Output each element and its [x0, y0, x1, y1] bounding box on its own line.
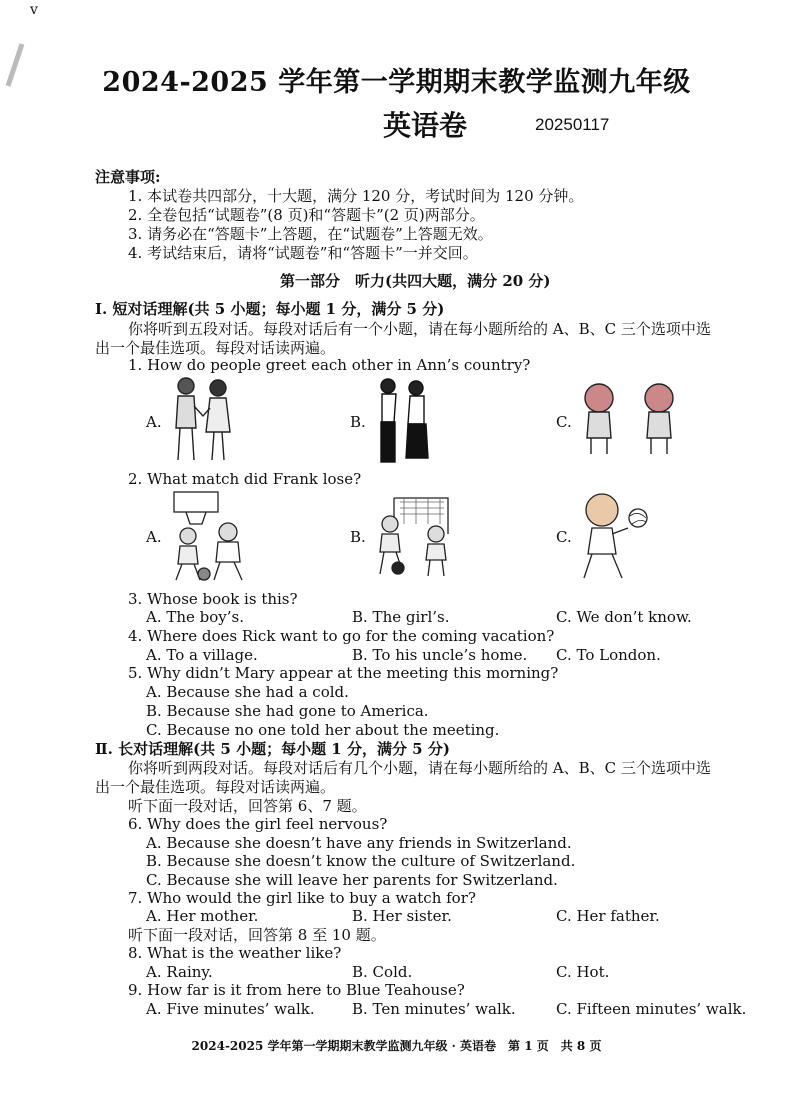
note-item: 3. 请务必在“答题卡”上答题，在“试题卷”上答题无效。: [128, 225, 493, 243]
q9-option-c: C. Fifteen minutes’ walk.: [556, 1000, 747, 1018]
listen-instruction: 听下面一段对话，回答第 6、7 题。: [128, 797, 367, 815]
question-7: 7. Who would the girl like to buy a watch for?: [128, 889, 476, 907]
q5-option-b: B. Because she had gone to America.: [146, 702, 429, 720]
q2-option-a-label: A.: [146, 528, 162, 546]
exam-code: 20250117: [535, 115, 610, 134]
section1-instruction: 出一个最佳选项。每段对话读两遍。: [95, 339, 336, 357]
q8-option-b: B. Cold.: [352, 963, 413, 981]
volleyball-picture: [578, 488, 650, 582]
page-title: 2024-2025 学年第一学期期末教学监测九年级: [102, 67, 691, 98]
q4-option-c: C. To London.: [556, 646, 661, 664]
question-2: 2. What match did Frank lose?: [128, 470, 362, 488]
q3-option-b: B. The girl’s.: [352, 608, 450, 626]
question-4: 4. Where does Rick want to go for the coming vacation?: [128, 627, 555, 645]
q6-option-b: B. Because she doesn’t know the culture of Switzerland.: [146, 852, 576, 870]
q2-option-b-label: B.: [350, 528, 366, 546]
q8-option-a: A. Rainy.: [146, 963, 213, 981]
bowing-picture: [368, 372, 440, 468]
corner-mark: v: [30, 2, 38, 18]
q8-option-c: C. Hot.: [556, 963, 610, 981]
q1-option-a-label: A.: [146, 413, 162, 431]
section1-heading: Ⅰ. 短对话理解(共 5 小题；每小题 1 分，满分 5 分): [95, 300, 445, 318]
kids-bowing-picture: [577, 378, 682, 458]
question-1: 1. How do people greet each other in Ann’s country?: [128, 356, 531, 374]
q7-option-a: A. Her mother.: [146, 907, 259, 925]
part1-heading: 第一部分 听力(共四大题，满分 20 分): [280, 272, 551, 290]
section1-instruction: 你将听到五段对话。每段对话后有一个小题，请在每小题所给的 A、B、C 三个选项中选: [128, 320, 711, 338]
q4-option-a: A. To a village.: [146, 646, 258, 664]
note-item: 4. 考试结束后，请将“试题卷”和“答题卡”一并交回。: [128, 244, 478, 262]
section2-instruction: 你将听到两段对话。每段对话后有几个小题，请在每小题所给的 A、B、C 三个选项中选: [128, 759, 711, 777]
question-8: 8. What is the weather like?: [128, 944, 342, 962]
q7-option-c: C. Her father.: [556, 907, 660, 925]
question-3: 3. Whose book is this?: [128, 590, 298, 608]
note-item: 1. 本试卷共四部分，十大题，满分 120 分，考试时间为 120 分钟。: [128, 187, 584, 205]
basketball-picture: [168, 490, 253, 585]
q3-option-a: A. The boy’s.: [146, 608, 245, 626]
listen-instruction: 听下面一段对话，回答第 8 至 10 题。: [128, 926, 386, 944]
note-item: 2. 全卷包括“试题卷”(8 页)和“答题卡”(2 页)两部分。: [128, 206, 485, 224]
handshake-picture: [168, 372, 238, 464]
q6-option-c: C. Because she will leave her parents for Switzerland.: [146, 871, 558, 889]
question-5: 5. Why didn’t Mary appear at the meeting this morning?: [128, 664, 559, 682]
q5-option-a: A. Because she had a cold.: [146, 683, 349, 701]
q2-option-c-label: C.: [556, 528, 572, 546]
q4-option-b: B. To his uncle’s home.: [352, 646, 528, 664]
page-footer: 2024-2025 学年第一学期期末教学监测九年级 · 英语卷 第 1 页 共 8 页: [191, 1039, 602, 1053]
section2-instruction: 出一个最佳选项。每段对话读两遍。: [95, 778, 336, 796]
q6-option-a: A. Because she doesn’t have any friends in Switzerland.: [146, 834, 572, 852]
q1-option-b-label: B.: [350, 413, 366, 431]
q9-option-a: A. Five minutes’ walk.: [146, 1000, 315, 1018]
question-6: 6. Why does the girl feel nervous?: [128, 815, 388, 833]
q9-option-b: B. Ten minutes’ walk.: [352, 1000, 516, 1018]
q5-option-c: C. Because no one told her about the meeting.: [146, 721, 500, 739]
q3-option-c: C. We don’t know.: [556, 608, 692, 626]
question-9: 9. How far is it from here to Blue Teahouse?: [128, 981, 465, 999]
notes-heading: 注意事项:: [95, 168, 161, 186]
page-subtitle: 英语卷: [383, 109, 468, 142]
q7-option-b: B. Her sister.: [352, 907, 452, 925]
football-picture: [372, 494, 458, 580]
section2-heading: Ⅱ. 长对话理解(共 5 小题；每小题 1 分，满分 5 分): [95, 740, 450, 758]
q1-option-c-label: C.: [556, 413, 572, 431]
